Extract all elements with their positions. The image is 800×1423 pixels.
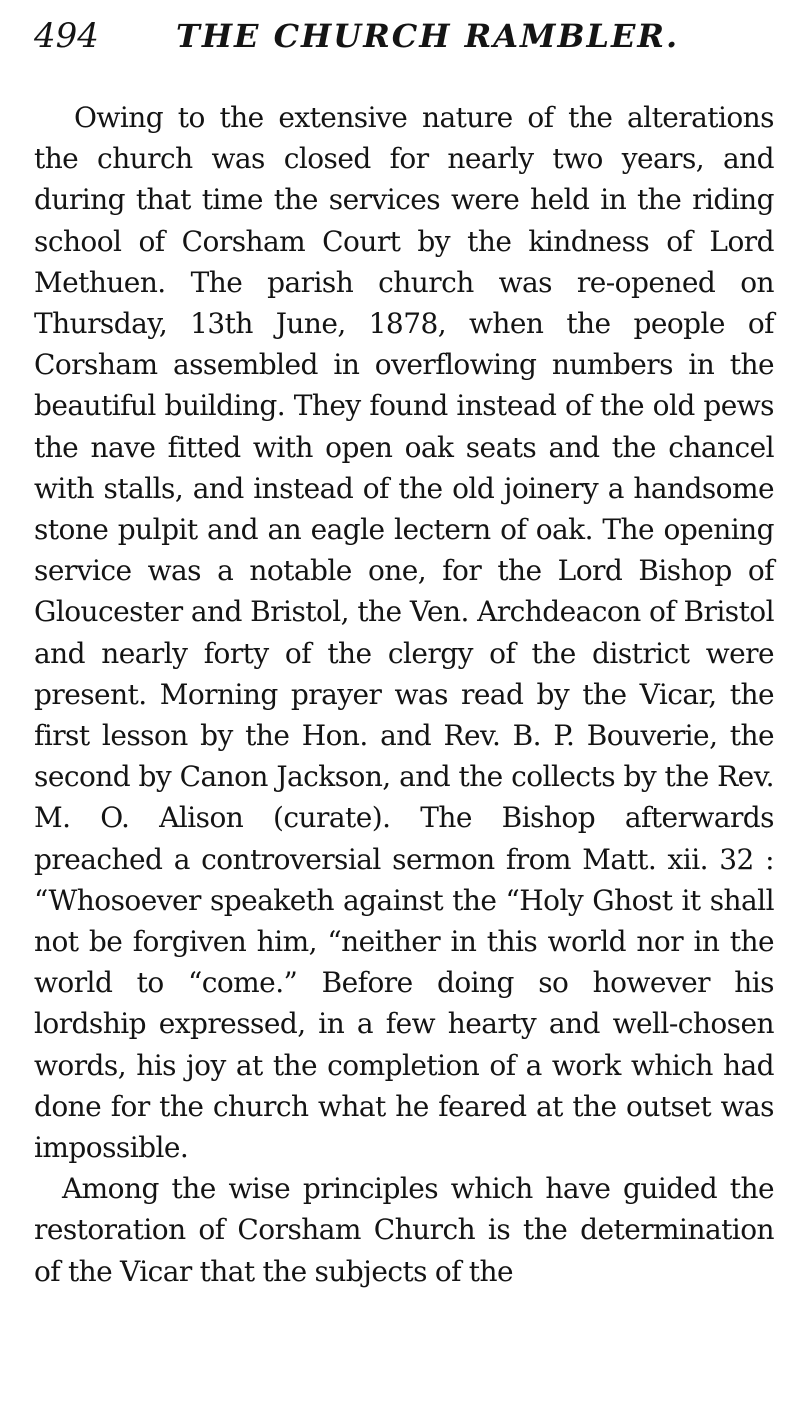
body-text bbox=[34, 97, 774, 1292]
paragraph: Among the wise principles which have guided the restoration of Corsham Church is the determination of the Vicar that the subjects of the bbox=[34, 1172, 774, 1288]
paragraph: Owing to the extensive nature of the alterations the church was closed for nearly two years, and during that time the services were held in the riding school of Corsham Court by the kindness of Lord Methuen. The parish church was re-opened on Thursday, 13th June, 1878, when the people of Corsham assembled in overflowing numbers in the beautiful building. They found instead of the old pews the nave fitted with open oak seats and the chancel with stalls, and instead of the old joinery a handsome stone pulpit and an eagle lectern of oak. The opening service was a notable one, for the Lord Bishop of Gloucester and Bristol, the Ven. Archdeacon of Bristol and nearly forty of the clergy of the district were present. Morning prayer was read by the Vicar, the first lesson by the Hon. and Rev. B. P. Bouverie, the second by Canon Jackson, and the collects by the Rev. M. O. Alison (curate). The Bishop afterwards preached a controversial sermon from Matt. xii. 32 : “Whosoever speaketh against the “Holy Ghost it shall not be forgiven him, “neither in this world nor in the world to “come.” Before doing so however his lordship expressed, in a few hearty and well-chosen words, his joy at the completion of a work which had done for the church what he feared at the outset was impossible. bbox=[34, 101, 774, 1165]
running-title: THE CHURCH RAMBLER. bbox=[176, 17, 680, 55]
page-number: 494 bbox=[34, 16, 99, 56]
running-head bbox=[30, 14, 790, 58]
